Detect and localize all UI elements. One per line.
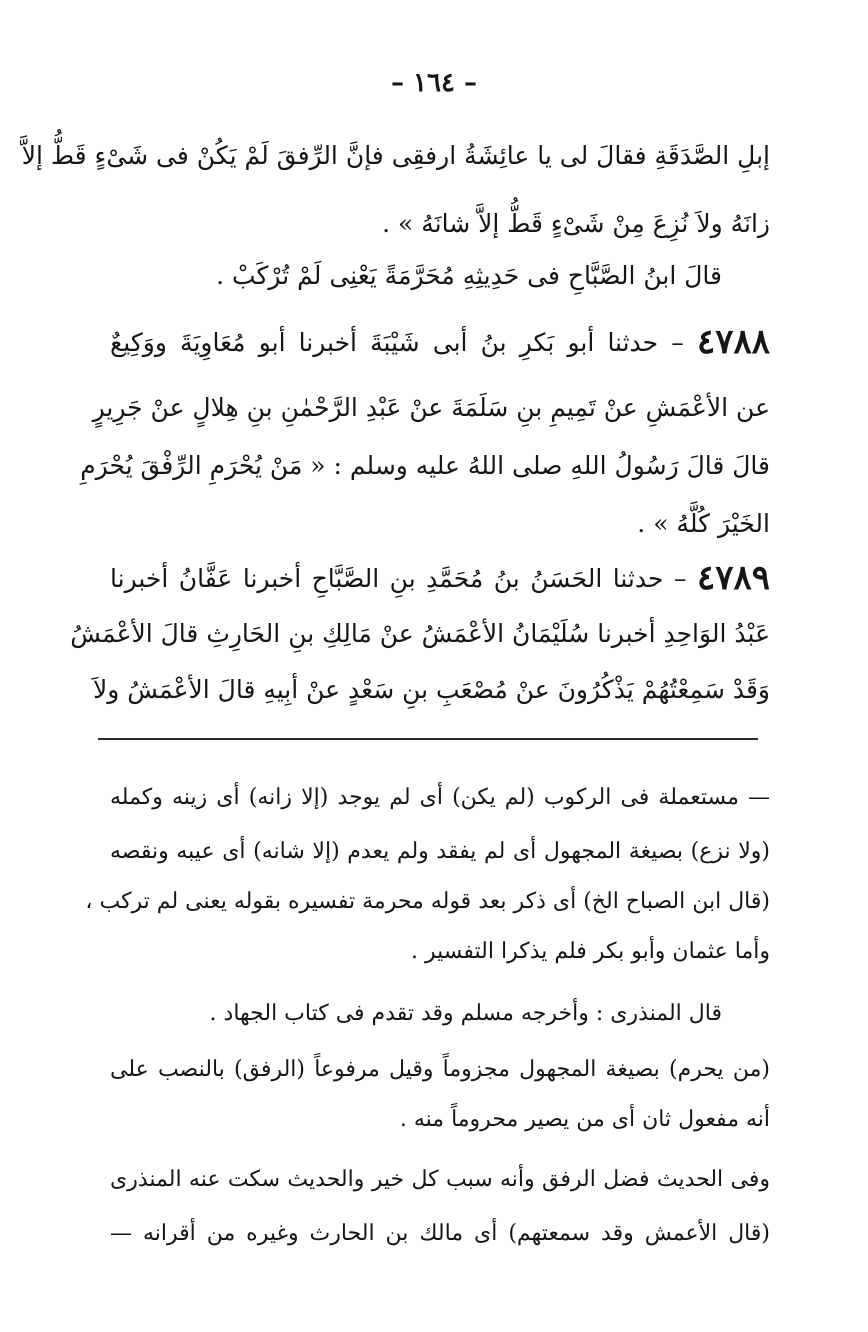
hadith-line: ٤٧٨٨ – حدثنا أبو بَكرِ بنُ أبى شَيْبَةَ أخبرنا أبو مُعَاوِيَةَ ووَكِيعٌ xyxy=(110,322,770,362)
commentary-line: أنه مفعول ثان أى من يصير محروماً منه . xyxy=(399,1107,770,1132)
main-text-line: وَقَدْ سَمِعْتُهُمْ يَذْكُرُونَ عنْ مُصْعَبِ بنِ سَعْدٍ عنْ أبِيهِ قالَ الأعْمَشُ ولاَ xyxy=(93,675,770,704)
hadith-line: ٤٧٨٩ – حدثنا الحَسَنُ بنُ مُحَمَّدِ بنِ الصَّبَّاحِ أخبرنا عَفَّانُ أخبرنا xyxy=(110,558,770,598)
main-text-line: عَبْدُ الوَاحِدِ أخبرنا سُلَيْمَانُ الأعْمَشُ عنْ مَالِكِ بنِ الحَارِثِ قالَ الأعْمَشُ xyxy=(70,619,770,648)
main-text-line: إبلِ الصَّدَقَةِ فقالَ لى يا عائِشَةُ ارفقِى فإنَّ الرِّفقَ لَمْ يَكُنْ فى شَىْءٍ قَطُّ إلاَّ xyxy=(21,141,770,170)
main-text-line: الخَيْرَ كُلَّهُ » . xyxy=(637,509,770,538)
main-text-line: قالَ ابنُ الصَّبَّاحِ فى حَدِيثِهِ مُحَرَّمَةً يَعْنِى لَمْ تُرْكَبْ . xyxy=(216,261,722,290)
commentary-line: (قال الأعمش وقد سمعتهم) أى مالك بن الحارث وغيره من أقرانه — xyxy=(110,1221,770,1246)
commentary-line: (ولا نزع) بصيغة المجهول أى لم يفقد ولم يعدم (إلا شانه) أى عيبه ونقصه xyxy=(110,839,770,864)
commentary-line: — مستعملة فى الركوب (لم يكن) أى لم يوجد (إلا زانه) أى زينه وكمله xyxy=(110,785,770,810)
main-text-line: قالَ قالَ رَسُولُ اللهِ صلى اللهُ عليه وسلم : « مَنْ يُحْرَمِ الرِّفْقَ يُحْرَمِ xyxy=(80,451,770,480)
commentary-line: (قال ابن الصباح الخ) أى ذكر بعد قوله محرمة تفسيره بقوله يعنى لم تركب ، xyxy=(85,889,770,914)
hadith-number: ٤٧٨٨ xyxy=(696,322,770,362)
commentary-line: قال المنذرى : وأخرجه مسلم وقد تقدم فى كتاب الجهاد . xyxy=(209,1001,722,1026)
commentary-line: وفى الحديث فضل الرفق وأنه سبب كل خير والحديث سكت عنه المنذرى xyxy=(110,1167,770,1192)
footnote-divider xyxy=(98,738,758,740)
main-text-line: زانَهُ ولاَ نُزِعَ مِنْ شَىْءٍ قَطُّ إلاَّ شانَهُ » . xyxy=(382,209,770,238)
page-number: – ١٦٤ – xyxy=(390,68,478,98)
hadith-number: ٤٧٨٩ xyxy=(696,558,770,598)
main-text-line: عن الأعْمَشِ عنْ تَمِيمِ بنِ سَلَمَةَ عنْ عَبْدِ الرَّحْمٰنِ بنِ هِلالٍ عنْ جَرِيرٍ xyxy=(92,393,770,422)
commentary-line: وأما عثمان وأبو بكر فلم يذكرا التفسير . xyxy=(411,939,770,964)
commentary-line: (من يحرم) بصيغة المجهول مجزوماً وقيل مرفوعاً (الرفق) بالنصب على xyxy=(110,1057,770,1082)
